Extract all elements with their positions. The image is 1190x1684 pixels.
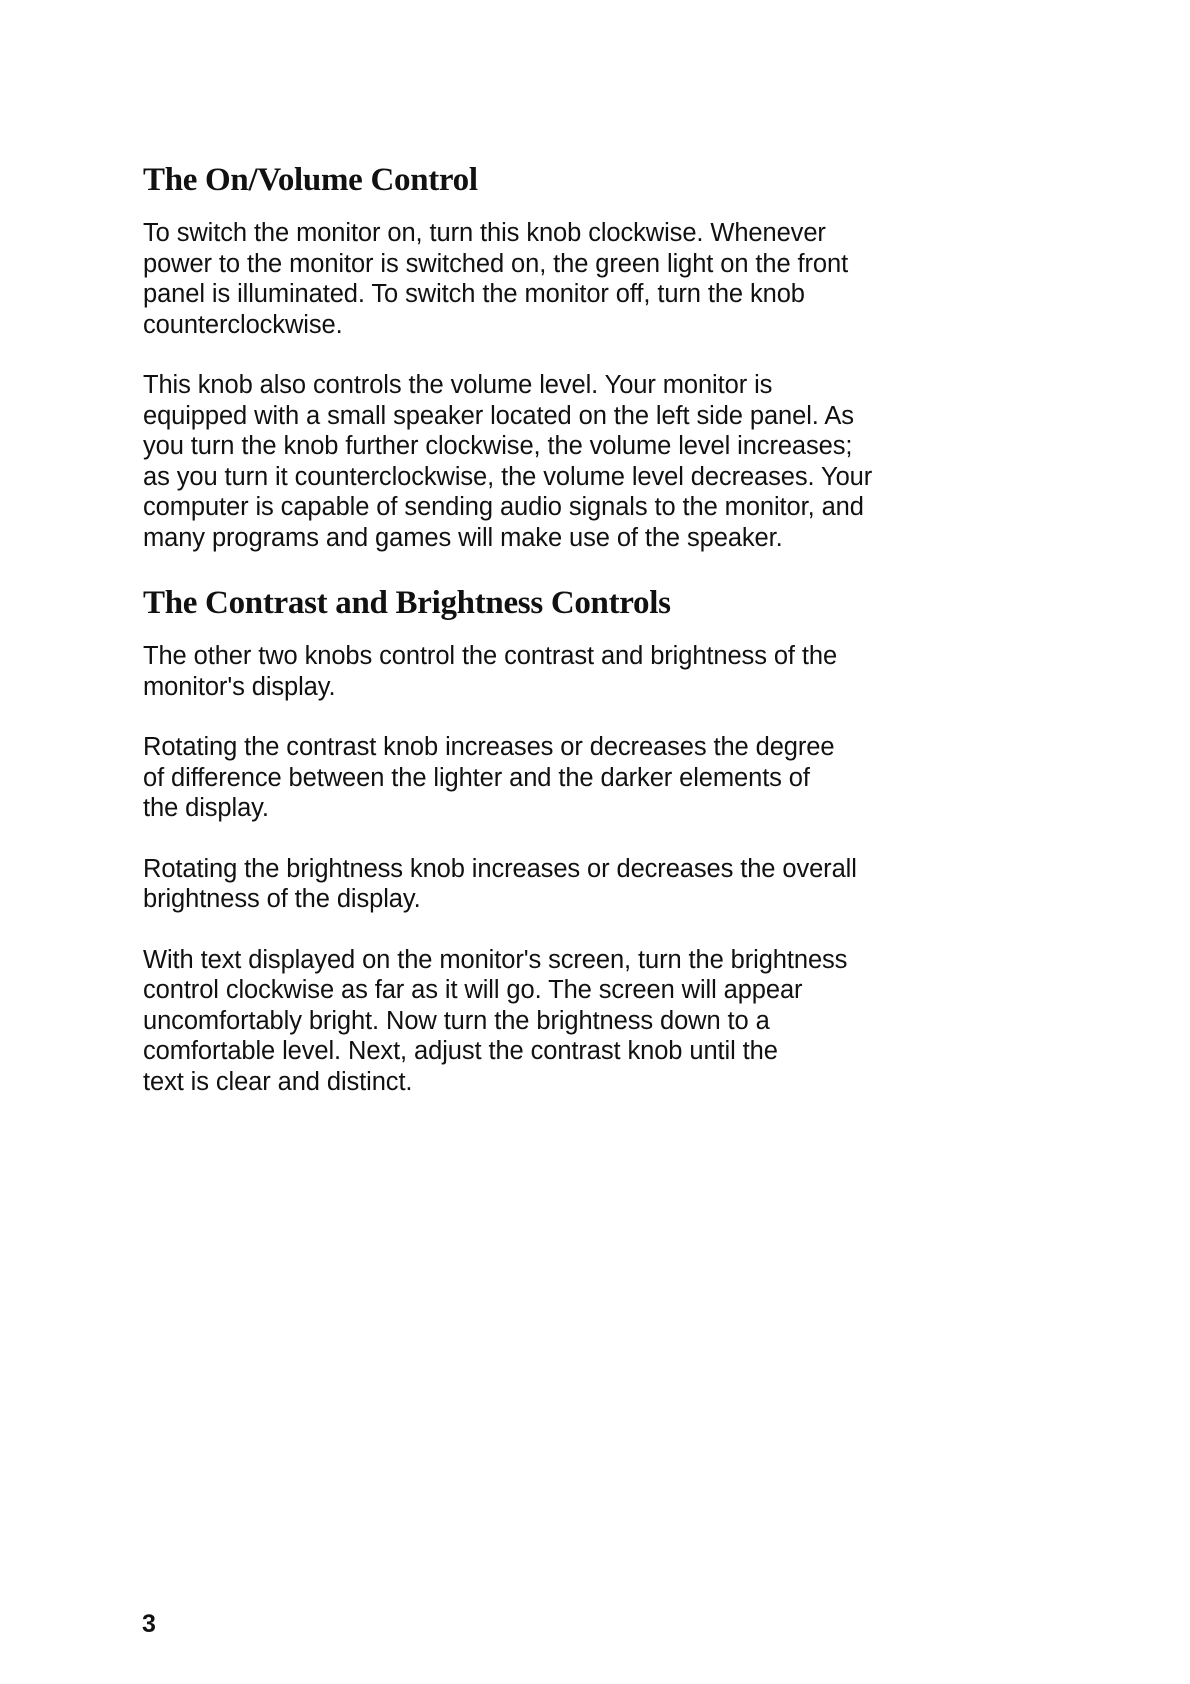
paragraph-adjustment-steps: With text displayed on the monitor's screen, turn the brightness control clockwise as far as it will go. The screen will appear uncomfortably bright. Now turn the brightness down to a comfortable level. Next, adjust the contrast knob until the text is clear and distinct. [143,945,848,1096]
paragraph-contrast-knob: Rotating the contrast knob increases or decreases the degree of difference between the lighter and the darker elements of the display. [143,733,835,822]
section-heading-contrast-brightness: The Contrast and Brightness Controls [143,585,671,621]
section-heading-on-volume: The On/Volume Control [143,162,478,198]
page-content [143,160,1003,1127]
paragraph-volume-level: This knob also controls the volume level. Your monitor is equipped with a small speaker located on the left side panel. As you turn the knob further clockwise, the volume level increases; as you turn it counterclockwise, the volume level decreases. Your computer is capable of sending audio signals to the monitor, and many programs and games will make use of the speaker. [143,371,873,552]
paragraph-power-switch: To switch the monitor on, turn this knob clockwise. Whenever power to the monitor is switched on, the green light on the front panel is illuminated. To switch the monitor off, turn the knob counterclockwise. [143,219,849,339]
page-number: 3 [142,1610,156,1638]
paragraph-brightness-knob: Rotating the brightness knob increases or decreases the overall brightness of the display. [143,854,857,913]
paragraph-knobs-overview: The other two knobs control the contrast and brightness of the monitor's display. [143,642,838,701]
